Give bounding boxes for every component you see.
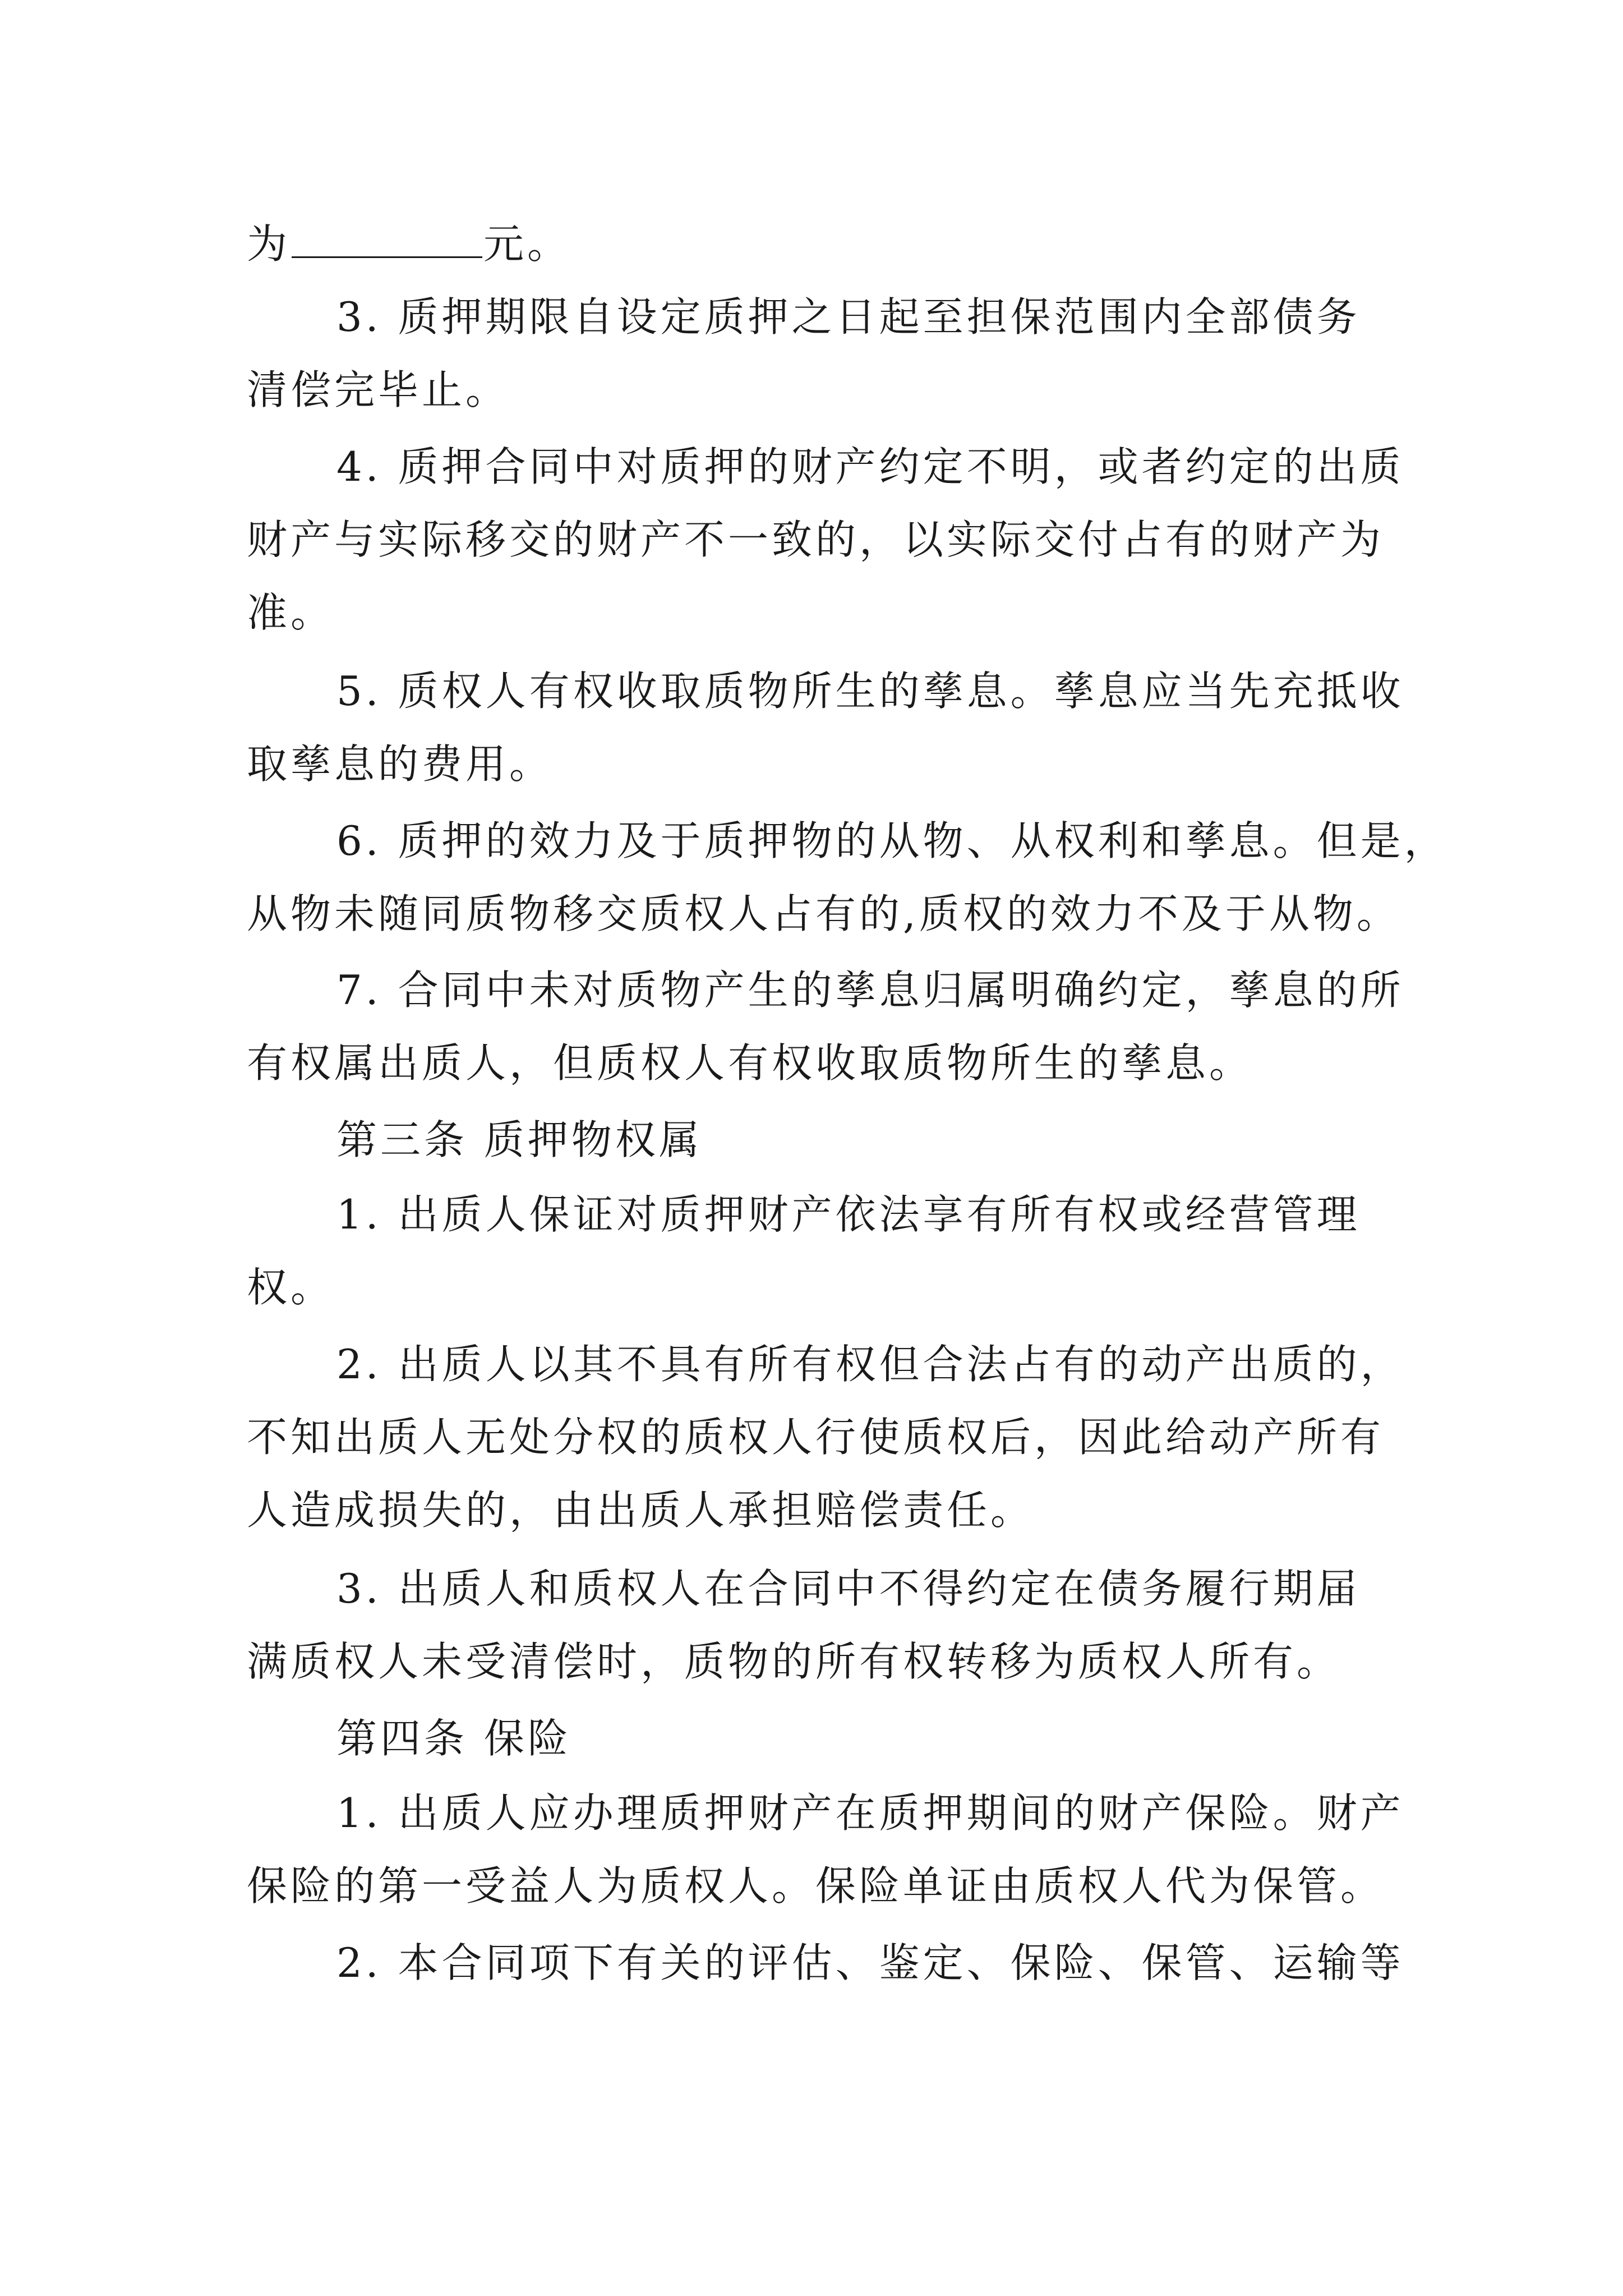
text-line: 3. 质押期限自设定质押之日起至担保范围内全部债务 [336,293,1361,341]
text-line: 不知出质人无处分权的质权人行使质权后，因此给动产所有 [247,1414,1385,1461]
text-line: 5. 质权人有权收取质物所生的孳息。孳息应当先充抵收 [336,668,1404,715]
text-line: 4. 质押合同中对质押的财产约定不明，或者约定的出质 [336,443,1404,490]
text-line: 6. 质押的效力及于质押物的从物、从权利和孳息。但是， [336,817,1448,864]
text-line: 7. 合同中未对质物产生的孳息归属明确约定，孳息的所 [336,967,1404,1014]
text-line: 财产与实际移交的财产不一致的，以实际交付占有的财产为 [247,516,1385,563]
text-line: 人造成损失的，由出质人承担赔偿责任。 [247,1487,1035,1534]
text-line: 取孳息的费用。 [247,740,554,788]
fill-in-blank [292,222,482,258]
text-line: 1. 出质人应办理质押财产在质押期间的财产保险。财产 [336,1789,1404,1837]
text-line: 权。 [247,1264,335,1311]
text-line: 2. 本合同项下有关的评估、鉴定、保险、保管、运输等 [336,1939,1404,1986]
text-line: 有权属出质人，但质权人有权收取质物所生的孳息。 [247,1039,1253,1087]
text-line: 1. 出质人保证对质押财产依法享有所有权或经营管理 [336,1191,1361,1238]
section-heading: 第四条 保险 [336,1715,571,1762]
text-line: 清偿完毕止。 [247,366,510,413]
text-line: 3. 出质人和质权人在合同中不得约定在债务履行期届 [336,1565,1361,1612]
text-line: 保险的第一受益人为质权人。保险单证由质权人代为保管。 [247,1862,1385,1910]
text-line: 满质权人未受清偿时，质物的所有权转移为质权人所有。 [247,1638,1341,1685]
text-fragment: 元。 [483,220,571,268]
text-line: 从物未随同质物移交质权人占有的,质权的效力不及于从物。 [247,890,1400,937]
text-line: 准。 [247,589,335,636]
section-heading: 第三条 质押物权属 [336,1116,703,1163]
text-line: 2. 出质人以其不具有所有权但合法占有的动产出质的， [336,1341,1404,1388]
text-line [247,208,1391,280]
text-fragment: 为 [247,220,291,268]
